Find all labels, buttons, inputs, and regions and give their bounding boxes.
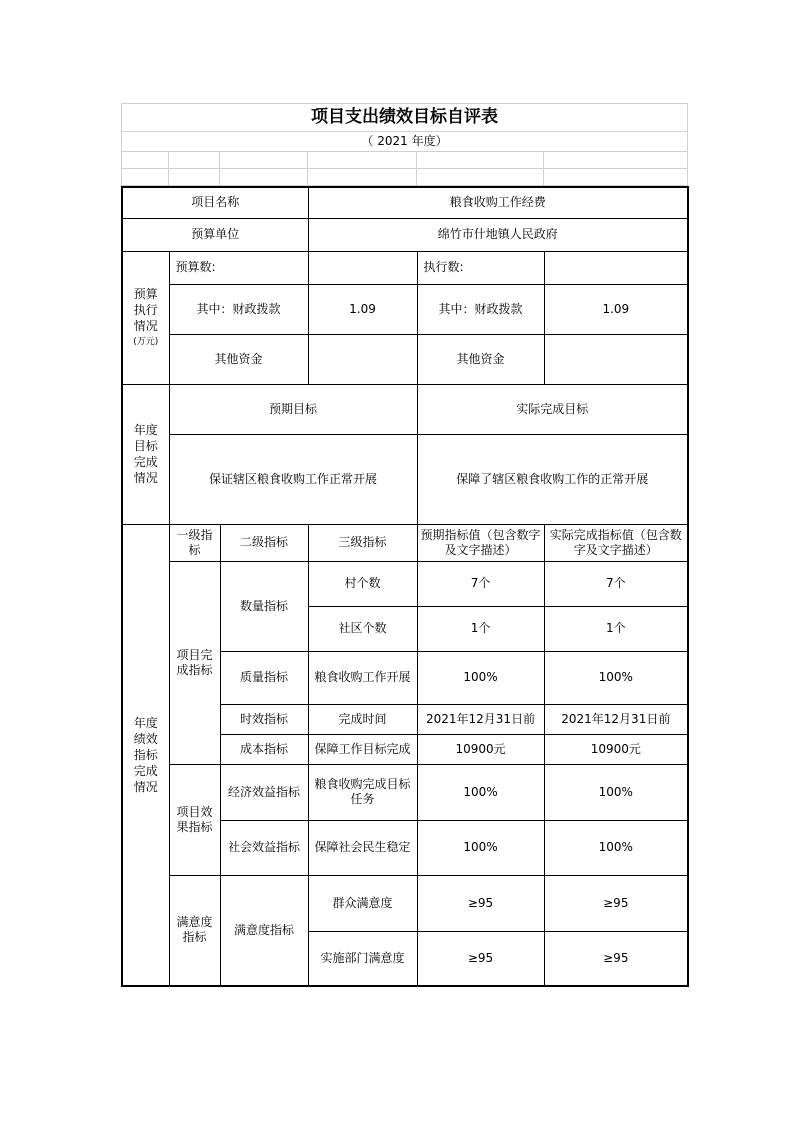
level3-cell: 实施部门满意度	[308, 931, 417, 986]
expected-value-cell: 7个	[417, 561, 544, 606]
level3-cell: 粮食收购完成目标任务	[308, 764, 417, 820]
level2-cell: 时效指标	[220, 704, 308, 734]
level3-cell: 村个数	[308, 561, 417, 606]
goals-section-label: 年度 目标 完成 情况	[122, 384, 169, 524]
fiscal-budget-label: 其中：财政拨款	[169, 284, 308, 334]
level2-cell: 质量指标	[220, 651, 308, 704]
other-funds-budget	[308, 334, 417, 384]
sheet-header-table	[121, 103, 688, 186]
group-satisfaction-label: 满意度指标	[169, 875, 220, 986]
expected-value-header: 预期指标值（包含数字及文字描述）	[417, 524, 544, 561]
report-year: （ 2021 年度）	[122, 132, 688, 152]
budget-amount-label: 预算数:	[169, 251, 308, 284]
level2-cell: 经济效益指标	[220, 764, 308, 820]
expected-value-cell: ≥95	[417, 875, 544, 931]
level1-header: 一级指标	[169, 524, 220, 561]
expected-value-cell: 100%	[417, 651, 544, 704]
exec-amount-value	[544, 251, 688, 284]
actual-goal-header: 实际完成目标	[417, 384, 688, 434]
expected-value-cell: 100%	[417, 764, 544, 820]
level3-cell: 保障工作目标完成	[308, 734, 417, 764]
expected-value-cell: ≥95	[417, 931, 544, 986]
level3-cell: 群众满意度	[308, 875, 417, 931]
actual-value-cell: 1个	[544, 606, 688, 651]
fiscal-exec-value: 1.09	[544, 284, 688, 334]
budget-unit-note: (万元)	[133, 336, 159, 347]
project-name-value: 粮食收购工作经费	[308, 187, 688, 218]
level3-cell: 完成时间	[308, 704, 417, 734]
level3-cell: 保障社会民生稳定	[308, 820, 417, 875]
blank-row	[122, 169, 688, 186]
table-row	[122, 561, 688, 606]
expected-goal-text: 保证辖区粮食收购工作正常开展	[169, 434, 417, 524]
table-row	[122, 875, 688, 931]
fiscal-exec-label: 其中：财政拨款	[417, 284, 544, 334]
level2-cell: 社会效益指标	[220, 820, 308, 875]
level3-cell: 粮食收购工作开展	[308, 651, 417, 704]
level2-cell: 满意度指标	[220, 875, 308, 986]
expected-value-cell: 100%	[417, 820, 544, 875]
expected-value-cell: 2021年12月31日前	[417, 704, 544, 734]
actual-value-cell: 100%	[544, 651, 688, 704]
exec-amount-label: 执行数:	[417, 251, 544, 284]
actual-value-cell: 2021年12月31日前	[544, 704, 688, 734]
group-output-label: 项目完成指标	[169, 561, 220, 764]
level3-cell: 社区个数	[308, 606, 417, 651]
expected-value-cell: 1个	[417, 606, 544, 651]
actual-value-cell: ≥95	[544, 931, 688, 986]
other-funds-label: 其他资金	[169, 334, 308, 384]
page-title: 项目支出绩效目标自评表	[122, 104, 688, 132]
level2-cell: 数量指标	[220, 561, 308, 651]
expected-value-cell: 10900元	[417, 734, 544, 764]
budget-section-label: 预算 执行 情况 (万元)	[122, 251, 169, 384]
other-funds-exec	[544, 334, 688, 384]
level2-header: 二级指标	[220, 524, 308, 561]
other-funds-exec-label: 其他资金	[417, 334, 544, 384]
budget-amount-value	[308, 251, 417, 284]
fiscal-budget-value: 1.09	[308, 284, 417, 334]
table-row	[122, 764, 688, 820]
actual-value-cell: 10900元	[544, 734, 688, 764]
project-name-label: 项目名称	[122, 187, 308, 218]
evaluation-sheet	[121, 103, 687, 987]
actual-value-cell: ≥95	[544, 875, 688, 931]
indicators-section-label: 年度 绩效 指标 完成 情况	[122, 524, 169, 986]
group-effect-label: 项目效果指标	[169, 764, 220, 875]
actual-goal-text: 保障了辖区粮食收购工作的正常开展	[417, 434, 688, 524]
budget-unit-label: 预算单位	[122, 218, 308, 251]
budget-unit-value: 绵竹市什地镇人民政府	[308, 218, 688, 251]
actual-value-header: 实际完成指标值（包含数字及文字描述）	[544, 524, 688, 561]
level2-cell: 成本指标	[220, 734, 308, 764]
level3-header: 三级指标	[308, 524, 417, 561]
blank-row	[122, 152, 688, 169]
main-table	[121, 186, 689, 987]
actual-value-cell: 100%	[544, 820, 688, 875]
expected-goal-header: 预期目标	[169, 384, 417, 434]
actual-value-cell: 100%	[544, 764, 688, 820]
actual-value-cell: 7个	[544, 561, 688, 606]
